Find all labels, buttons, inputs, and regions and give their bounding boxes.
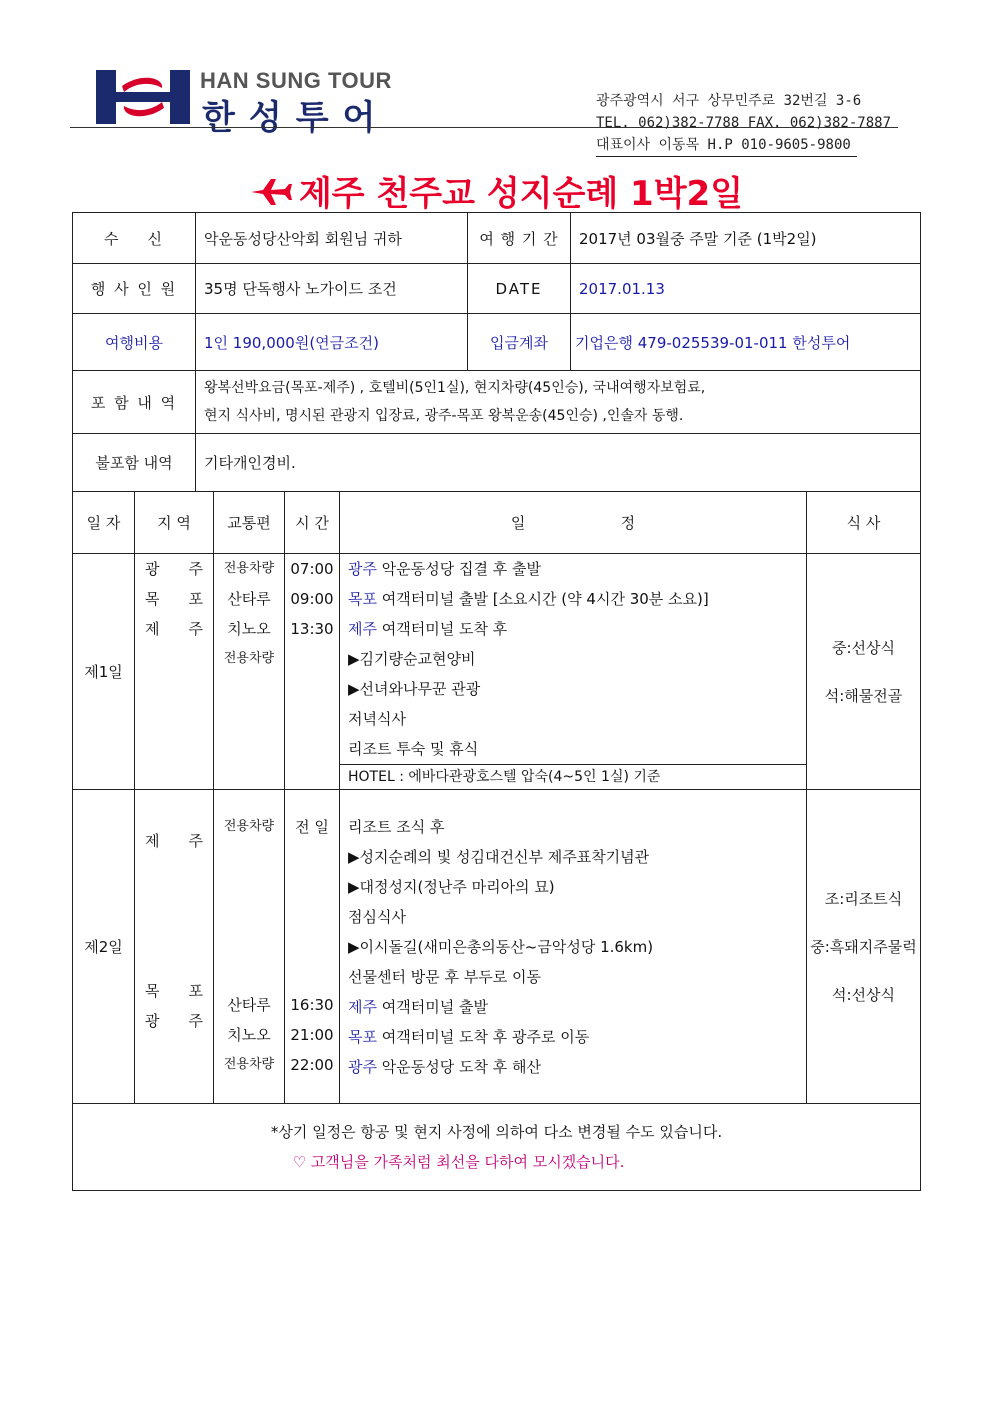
includes-line-2: 현지 식사비, 명시된 관광지 입장료, 광주-목포 왕복운송(45인승) ,인솔자 동행.	[204, 408, 684, 424]
personnel-value: 35명 단독행사 노가이드 조건	[196, 264, 468, 314]
itinerary-item: 제주 여객터미널 도착 후	[348, 620, 508, 638]
company-name-en: HAN SUNG TOUR	[200, 68, 392, 93]
includes-label: 포 함 내 역	[73, 371, 196, 434]
itinerary-item: 점심식사	[348, 908, 406, 926]
itinerary-item: ▶김기량순교현양비	[348, 650, 476, 668]
itinerary-item: 제주 여객터미널 출발	[348, 998, 488, 1016]
footer-closing: ♡ 고객님을 가족처럼 최선을 다하여 모시겠습니다.	[292, 1153, 625, 1171]
excludes-label: 불포함 내역	[73, 434, 196, 492]
day1-time: 13:30	[290, 620, 334, 638]
cost-label: 여행비용	[73, 314, 196, 371]
meal-item: 중:흑돼지주물럭	[810, 937, 917, 956]
itinerary-item: ▶이시돌길(새미은총의동산~금악성당 1.6km)	[348, 938, 654, 956]
day2-row	[73, 790, 921, 1104]
day1-region: 제 주	[145, 620, 203, 638]
account-value: 기업은행 479-025539-01-011 한성투어	[571, 314, 921, 371]
itinerary-item: 선물센터 방문 후 부두로 이동	[348, 968, 541, 986]
day1-time: 07:00	[290, 560, 334, 578]
company-tel-fax: TEL. 062)382-7788 FAX. 062)382-7887	[596, 115, 892, 131]
meal-item: 석:선상식	[831, 985, 895, 1004]
contact-block	[596, 90, 891, 157]
itinerary-item: ▶선녀와나무꾼 관광	[348, 680, 481, 698]
header-divider	[70, 127, 898, 128]
day1-row	[73, 554, 921, 790]
itinerary-item: 저녁식사	[348, 710, 406, 728]
day1-transport-item: 산타루	[227, 590, 271, 608]
day2-time: 16:30	[290, 996, 334, 1014]
day2-time: 22:00	[290, 1056, 334, 1074]
day2-transport	[214, 790, 285, 1104]
day2-itinerary	[340, 790, 807, 1104]
itinerary-item: 목포 여객터미널 출발 [소요시간 (약 4시간 30분 소요)]	[348, 590, 709, 608]
header-meals: 식 사	[807, 492, 921, 554]
footer-note: *상기 일정은 항공 및 현지 사정에 의하여 다소 변경될 수도 있습니다.	[270, 1123, 723, 1141]
day1-meals	[807, 554, 921, 790]
excludes-value: 기타개인경비.	[196, 434, 921, 492]
day2-times	[285, 790, 340, 1104]
company-name-ko: 한성투어	[202, 98, 390, 138]
date-label: DATE	[468, 264, 571, 314]
itinerary-item: 광주 악운동성당 도착 후 해산	[348, 1058, 541, 1076]
hotel-info: HOTEL : 에바다관광호스텔 압숙(4~5인 1실) 기준	[340, 764, 806, 789]
day2-regions	[135, 790, 214, 1104]
trip-info-table	[72, 212, 921, 492]
day2-meals	[807, 790, 921, 1104]
meal-item: 조:리조트식	[824, 889, 903, 908]
company-representative: 대표이사 이동목 H.P 010-9605-9800	[596, 134, 857, 157]
itinerary-item: 광주 악운동성당 집결 후 출발	[348, 560, 541, 578]
header-itinerary: 일 정	[340, 492, 807, 554]
day2-time: 전 일	[295, 818, 329, 836]
includes-line-1: 왕복선박요금(목포-제주) , 호텔비(5인1실), 현지차량(45인승), 국내여행자보험료,	[204, 380, 706, 396]
includes-value	[196, 371, 921, 434]
header-day: 일 자	[73, 492, 135, 554]
itinerary-item: ▶성지순례의 빛 성김대건신부 제주표착기념관	[348, 848, 650, 866]
airplane-icon	[249, 175, 293, 209]
company-logo	[92, 68, 442, 138]
day2-transport-item: 전용차량	[223, 1057, 275, 1072]
day2-label: 제2일	[73, 790, 135, 1104]
day2-region: 제 주	[145, 832, 203, 850]
day2-transport-item: 전용차량	[223, 819, 275, 834]
day1-times	[285, 554, 340, 790]
hs-logo-icon	[92, 68, 196, 126]
day2-transport-item: 산타루	[227, 996, 271, 1014]
personnel-label: 행 사 인 원	[73, 264, 196, 314]
day1-label: 제1일	[73, 554, 135, 790]
itinerary-item: 리조트 투숙 및 휴식	[348, 740, 479, 758]
day1-transport-item: 전용차량	[223, 561, 275, 576]
day2-region: 광 주	[145, 1012, 203, 1030]
day1-transport-item: 치노오	[227, 620, 271, 638]
company-address: 광주광역시 서구 상무민주로 32번길 3-6	[596, 93, 862, 109]
cost-value: 1인 190,000원(연금조건)	[196, 314, 468, 371]
itinerary-item: ▶대정성지(정난주 마리아의 묘)	[348, 878, 555, 896]
day1-itinerary	[340, 554, 807, 790]
title-text: 제주 천주교 성지순례 1박2일	[298, 174, 744, 214]
footer-notes	[73, 1104, 921, 1191]
day2-transport-item: 치노오	[227, 1026, 271, 1044]
day2-region: 목 포	[145, 982, 203, 1000]
recipient-label: 수 신	[73, 213, 196, 264]
period-value: 2017년 03월중 주말 기준 (1박2일)	[571, 213, 921, 264]
account-label: 입금계좌	[468, 314, 571, 371]
recipient-value: 악운동성당산악회 회원님 귀하	[196, 213, 468, 264]
period-label: 여 행 기 간	[468, 213, 571, 264]
header-time: 시 간	[285, 492, 340, 554]
meal-item: 중:선상식	[831, 638, 895, 657]
day1-time: 09:00	[290, 590, 334, 608]
itinerary-item: 목포 여객터미널 도착 후 광주로 이동	[348, 1028, 590, 1046]
day1-region: 광 주	[145, 560, 203, 578]
day1-region: 목 포	[145, 590, 203, 608]
page-title	[0, 166, 992, 215]
day2-time: 21:00	[290, 1026, 334, 1044]
schedule-table	[72, 491, 921, 1191]
day1-transport	[214, 554, 285, 790]
meal-item: 석:해물전골	[824, 686, 903, 705]
day1-transport-item: 전용차량	[223, 651, 275, 666]
day1-regions	[135, 554, 214, 790]
header-region: 지 역	[135, 492, 214, 554]
header-transport: 교통편	[214, 492, 285, 554]
date-value: 2017.01.13	[571, 264, 921, 314]
itinerary-item: 리조트 조식 후	[348, 818, 445, 836]
